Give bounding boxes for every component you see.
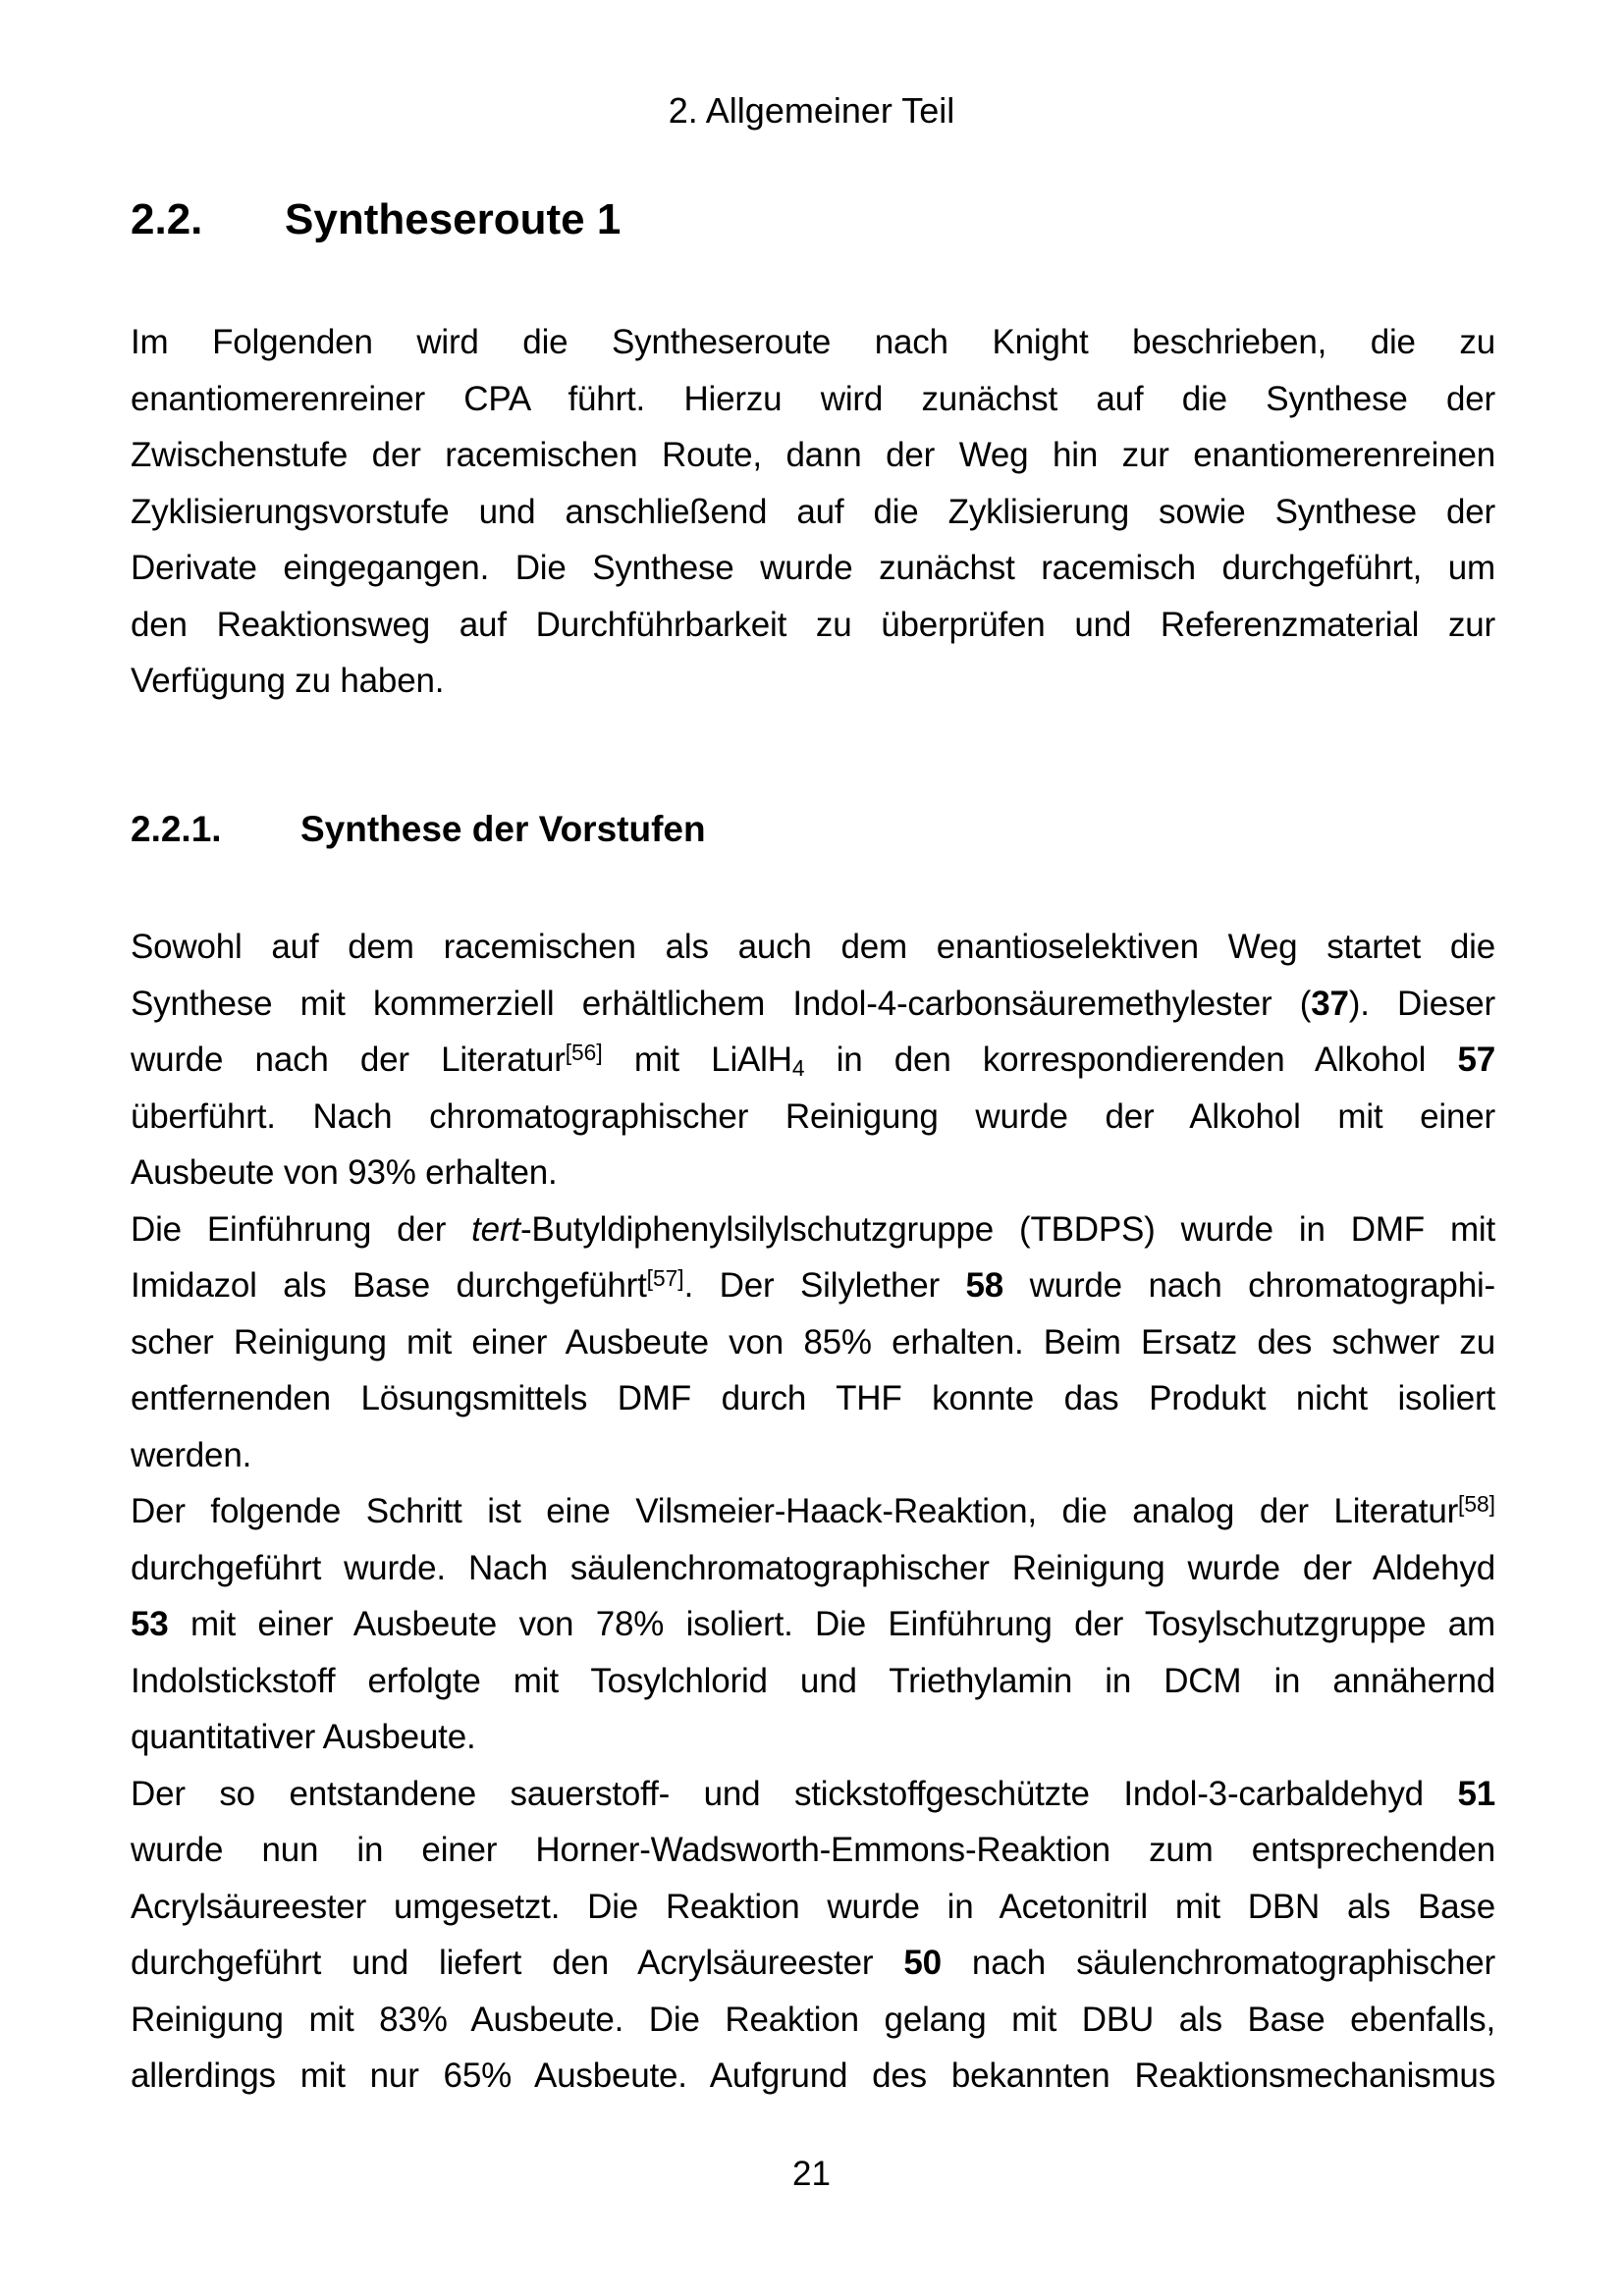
text-line	[131, 1257, 1495, 1314]
text-line	[131, 314, 1495, 371]
text-segment: Synthese mit kommerziell erhältlichem Indol-4-carbonsäuremethylester (	[131, 984, 1312, 1023]
text-line	[131, 1992, 1495, 2049]
text-line	[131, 1370, 1495, 1427]
text-line	[131, 2048, 1495, 2105]
text-line	[131, 976, 1495, 1033]
text-segment: Der so entstandene sauerstoff- und stickstoffgeschützte Indol-3-carbaldehyd	[131, 1774, 1458, 1813]
text-segment: durchgeführt und liefert den Acrylsäureester	[131, 1944, 904, 1982]
text-segment: Die Einführung der	[131, 1209, 472, 1249]
text-segment: Derivate eingegangen. Die Synthese wurde zunächst racemisch durchgeführt, um	[131, 549, 1495, 587]
text-segment: . Der Silylether	[683, 1266, 966, 1305]
text-segment: [56]	[565, 1039, 603, 1065]
text-segment: 4	[791, 1055, 805, 1081]
subsection-heading-number: 2.2.1.	[131, 809, 222, 849]
text-line	[131, 1879, 1495, 1936]
section-heading-number: 2.2.	[131, 195, 203, 243]
text-segment: in den korrespondierenden Alkohol	[804, 1041, 1458, 1079]
text-segment: wurde nach chromatographi-	[1003, 1266, 1495, 1305]
text-line	[131, 1089, 1495, 1146]
text-segment: durchgeführt wurde. Nach säulenchromatographischer Reinigung wurde der Aldehyd	[131, 1548, 1495, 1587]
text-segment: quantitativer Ausbeute.	[131, 1718, 476, 1756]
text-segment: wurde nach der Literatur	[131, 1041, 566, 1079]
text-line	[131, 1935, 1495, 1992]
text-segment: Acrylsäureester umgesetzt. Die Reaktion wurde in Acetonitril mit DBN als Base	[131, 1887, 1495, 1926]
intro-paragraph	[131, 314, 1495, 710]
text-segment: Zyklisierungsvorstufe und anschließend auf die Zyklisierung sowie Synthese der	[131, 492, 1495, 531]
text-line	[131, 1709, 1495, 1766]
text-segment: tert	[471, 1209, 520, 1249]
text-segment: Ausbeute von 93% erhalten.	[131, 1153, 558, 1192]
subsection-heading	[131, 801, 706, 857]
text-line	[131, 1653, 1495, 1710]
text-line	[131, 1540, 1495, 1597]
text-line	[131, 1596, 1495, 1653]
text-line	[131, 1766, 1495, 1823]
text-segment: Sowohl auf dem racemischen als auch dem enantioselektiven Weg startet die	[131, 928, 1495, 966]
text-segment: scher Reinigung mit einer Ausbeute von 85% erhalten. Beim Ersatz des schwer zu	[131, 1322, 1495, 1362]
section-heading-title: Syntheseroute 1	[285, 195, 622, 243]
text-segment: ). Dieser	[1348, 984, 1495, 1023]
text-segment: 53	[131, 1605, 169, 1643]
text-segment: den Reaktionsweg auf Durchführbarkeit zu überprüfen und Referenzmaterial zur	[131, 605, 1495, 644]
text-line	[131, 540, 1495, 597]
text-segment: 50	[903, 1944, 942, 1982]
text-line	[131, 484, 1495, 541]
main-text	[131, 919, 1495, 2105]
text-segment: 37	[1311, 984, 1349, 1023]
text-segment: entfernenden Lösungsmittels DMF durch THF konnte das Produkt nicht isoliert	[131, 1379, 1495, 1417]
text-segment: wurde nun in einer Horner-Wadsworth-Emmons-Reaktion zum entsprechenden	[131, 1831, 1495, 1869]
text-line	[131, 1483, 1495, 1540]
text-line	[131, 919, 1495, 976]
text-segment: [57]	[646, 1264, 684, 1291]
text-line	[131, 1032, 1495, 1089]
text-segment: Verfügung zu haben.	[131, 662, 445, 700]
text-line	[131, 371, 1495, 428]
page-number: 21	[792, 2155, 831, 2193]
text-line	[131, 653, 1495, 710]
text-line	[131, 427, 1495, 484]
text-segment: 58	[965, 1266, 1004, 1305]
text-segment: enantiomerenreiner CPA führt. Hierzu wird zunächst auf die Synthese der	[131, 379, 1495, 418]
text-line	[131, 1314, 1495, 1371]
text-segment: Imidazol als Base durchgeführt	[131, 1266, 647, 1305]
text-segment: Zwischenstufe der racemischen Route, dann der Weg hin zur enantiomerenreinen	[131, 436, 1495, 474]
text-line	[131, 1427, 1495, 1484]
text-segment: Im Folgenden wird die Syntheseroute nach Knight beschrieben, die zu	[131, 323, 1495, 361]
text-segment: allerdings mit nur 65% Ausbeute. Aufgrund des bekannten Reaktionsmechanismus	[131, 2056, 1495, 2095]
text-line	[131, 1145, 1495, 1201]
text-segment: werden.	[131, 1435, 252, 1474]
text-line	[131, 1201, 1495, 1258]
text-line	[131, 1822, 1495, 1879]
text-segment: 51	[1457, 1774, 1495, 1813]
section-heading	[131, 190, 621, 249]
text-segment: Der folgende Schritt ist eine Vilsmeier-Haack-Reaktion, die analog der Literatur	[131, 1492, 1459, 1530]
text-segment: überführt. Nach chromatographischer Reinigung wurde der Alkohol mit einer	[131, 1096, 1495, 1136]
text-segment: -Butyldiphenylsilylschutzgruppe (TBDPS) wurde in DMF mit	[519, 1209, 1495, 1249]
subsection-heading-title: Synthese der Vorstufen	[300, 809, 706, 849]
text-segment: Reinigung mit 83% Ausbeute. Die Reaktion gelang mit DBU als Base ebenfalls,	[131, 2000, 1495, 2039]
running-header: 2. Allgemeiner Teil	[668, 90, 955, 131]
text-segment: mit einer Ausbeute von 78% isoliert. Die Einführung der Tosylschutzgruppe am	[168, 1605, 1495, 1643]
text-segment: [58]	[1458, 1490, 1495, 1517]
text-segment: 57	[1457, 1041, 1495, 1079]
text-segment: Indolstickstoff erfolgte mit Tosylchlorid und Triethylamin in DCM in annähernd	[131, 1661, 1495, 1700]
text-segment: mit LiAlH	[602, 1041, 792, 1079]
text-line	[131, 597, 1495, 654]
text-segment: nach säulenchromatographischer	[941, 1944, 1495, 1982]
